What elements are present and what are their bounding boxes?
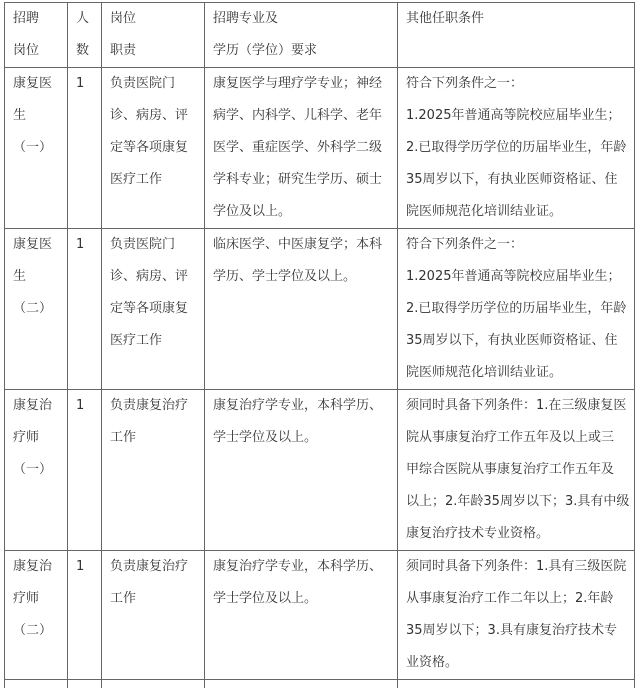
major-line: 学士学位及以上。 (213, 430, 318, 445)
duty-cell (102, 551, 205, 680)
header-major-line-1: 招聘专业及 (213, 11, 279, 26)
conditions-line: 符合下列条件之一： (406, 237, 524, 252)
conditions-cell (398, 68, 635, 229)
count-value: 1 (76, 398, 85, 413)
conditions-line: 业资格。 (406, 655, 459, 670)
conditions-line: 院医师规范化培训结业证。 (406, 365, 563, 380)
conditions-line: 符合下列条件之一： (406, 76, 524, 91)
count-cell (68, 229, 102, 390)
major-line: 康复医学与理疗学专业；神经 (213, 76, 383, 91)
major-line: 康复治疗学专业，本科学历、 (213, 398, 383, 413)
table-header-row (5, 3, 635, 68)
conditions-cell (398, 551, 635, 680)
position-cell (5, 551, 68, 680)
header-major-line-2: 学历（学位）要求 (213, 43, 318, 58)
table-row (5, 390, 635, 551)
table-row-partial (5, 680, 635, 688)
position-cell (5, 68, 68, 229)
conditions-line: 2.已取得学历学位的历届毕业生，年龄 (406, 301, 627, 316)
conditions-cell (398, 229, 635, 390)
header-conditions-cell (398, 3, 635, 68)
conditions-line: 1.2025年普通高等院校应届毕业生； (406, 269, 621, 284)
header-count-line-1: 人 (76, 11, 90, 26)
conditions-line: 35周岁以下，有执业医师资格证、住 (406, 333, 618, 348)
major-cell (205, 390, 398, 551)
duty-line: 医疗工作 (110, 172, 163, 187)
major-line: 病学、内科学、儿科学、老年 (213, 108, 383, 123)
position-line: （二） (13, 301, 53, 316)
conditions-line: 1.2025年普通高等院校应届毕业生； (406, 108, 621, 123)
header-count-line-2: 数 (76, 43, 90, 58)
duty-line: 诊、病房、评 (110, 108, 189, 123)
table-row (5, 551, 635, 680)
conditions-cell (398, 390, 635, 551)
duty-line: 定等各项康复 (110, 140, 189, 155)
position-cell (5, 390, 68, 551)
header-position-line-1: 招聘 (13, 11, 40, 26)
count-cell (68, 68, 102, 229)
header-position-cell (5, 3, 68, 68)
conditions-line: 院医师规范化培训结业证。 (406, 204, 563, 219)
major-line: 学位及以上。 (213, 204, 292, 219)
count-value: 1 (76, 237, 85, 252)
conditions-line: 康复治疗技术专业资格。 (406, 526, 550, 541)
empty-cell (205, 680, 398, 688)
position-line: 生 (13, 108, 27, 123)
header-major-cell (205, 3, 398, 68)
table-body (5, 3, 635, 688)
major-line: 学士学位及以上。 (213, 591, 318, 606)
empty-cell (5, 680, 68, 688)
duty-line: 诊、病房、评 (110, 269, 189, 284)
table-row (5, 229, 635, 390)
conditions-line: 院从事康复治疗工作五年及以上或三 (406, 430, 615, 445)
empty-cell (398, 680, 635, 688)
duty-line: 医疗工作 (110, 333, 163, 348)
major-line: 临床医学、中医康复学；本科 (213, 237, 383, 252)
conditions-line: 甲综合医院从事康复治疗工作五年及 (406, 462, 615, 477)
duty-cell (102, 390, 205, 551)
conditions-line: 以上；2.年龄35周岁以下；3.具有中级 (406, 494, 630, 509)
count-value: 1 (76, 76, 85, 91)
duty-line: 定等各项康复 (110, 301, 189, 316)
position-line: 疗师 (13, 430, 40, 445)
recruitment-table (4, 2, 635, 688)
conditions-line: 须同时具备下列条件：1.在三级康复医 (406, 398, 627, 413)
duty-line: 工作 (110, 430, 137, 445)
duty-cell (102, 68, 205, 229)
count-value: 1 (76, 559, 85, 574)
position-line: （一） (13, 462, 53, 477)
empty-cell (68, 680, 102, 688)
position-line: 康复医 (13, 76, 53, 91)
major-line: 医学、重症医学、外科学二级 (213, 140, 383, 155)
conditions-line: 35周岁以下，有执业医师资格证、住 (406, 172, 618, 187)
position-line: 康复医 (13, 237, 53, 252)
position-line: 生 (13, 269, 27, 284)
header-conditions-line-1: 其他任职条件 (406, 11, 485, 26)
major-line: 学科专业；研究生学历、硕士 (213, 172, 383, 187)
duty-line: 负责医院门 (110, 76, 176, 91)
position-line: 康复治 (13, 398, 53, 413)
major-cell (205, 68, 398, 229)
duty-line: 负责康复治疗 (110, 398, 189, 413)
duty-cell (102, 229, 205, 390)
position-cell (5, 229, 68, 390)
duty-line: 负责康复治疗 (110, 559, 189, 574)
position-line: 康复治 (13, 559, 53, 574)
table-row (5, 68, 635, 229)
header-duty-line-1: 岗位 (110, 11, 137, 26)
header-count-cell (68, 3, 102, 68)
count-cell (68, 390, 102, 551)
header-duty-cell (102, 3, 205, 68)
count-cell (68, 551, 102, 680)
duty-line: 负责医院门 (110, 237, 176, 252)
duty-line: 工作 (110, 591, 137, 606)
header-duty-line-2: 职责 (110, 43, 137, 58)
conditions-line: 2.已取得学历学位的历届毕业生，年龄 (406, 140, 627, 155)
empty-cell (102, 680, 205, 688)
position-line: （一） (13, 140, 53, 155)
major-line: 学历、学士学位及以上。 (213, 269, 357, 284)
conditions-line: 从事康复治疗工作二年以上；2.年龄 (406, 591, 614, 606)
header-position-line-2: 岗位 (13, 43, 40, 58)
major-line: 康复治疗学专业，本科学历、 (213, 559, 383, 574)
major-cell (205, 229, 398, 390)
conditions-line: 须同时具备下列条件：1.具有三级医院 (406, 559, 627, 574)
major-cell (205, 551, 398, 680)
position-line: （二） (13, 623, 53, 638)
conditions-line: 35周岁以下；3.具有康复治疗技术专 (406, 623, 617, 638)
position-line: 疗师 (13, 591, 40, 606)
